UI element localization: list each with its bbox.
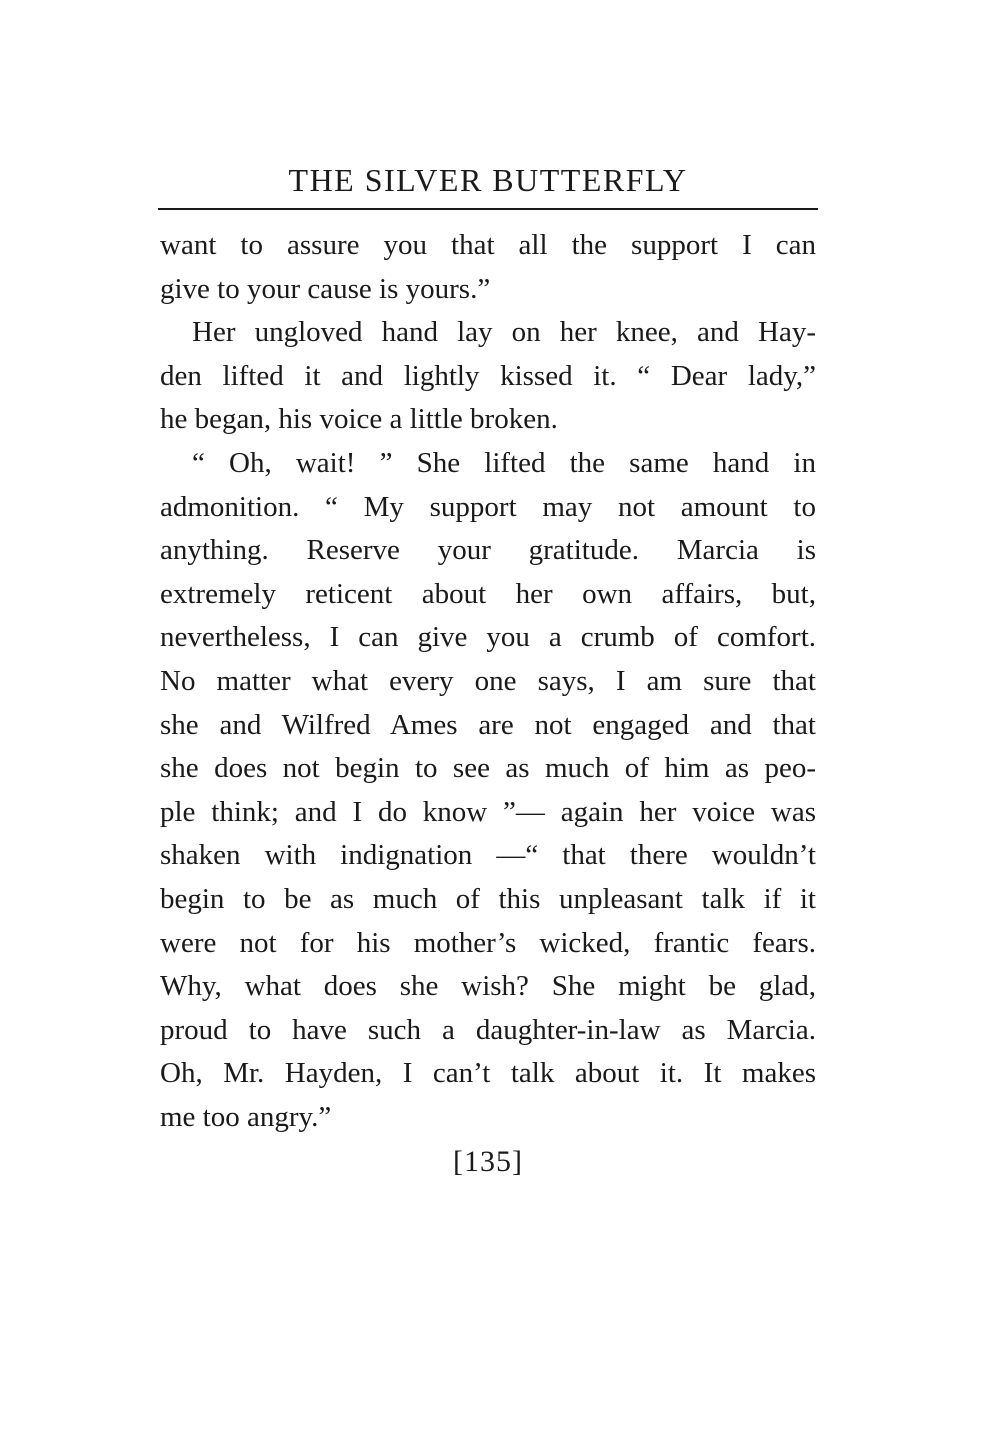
text-line: he began, his voice a little broken.	[160, 403, 558, 436]
text-line: Why, what does she wish? She might be glad,	[160, 970, 816, 1003]
text-line: Her ungloved hand lay on her knee, and Hay-	[192, 316, 816, 349]
page-number: [135]	[453, 1145, 523, 1178]
text-line: were not for his mother’s wicked, frantic fears.	[160, 926, 816, 959]
text-line: proud to have such a daughter-in-law as Marcia.	[160, 1013, 816, 1046]
body-text	[160, 224, 816, 1139]
text-line: she and Wilfred Ames are not engaged and that	[160, 708, 816, 741]
text-line: ple think; and I do know ”— again her voice was	[160, 795, 816, 828]
text-line: anything. Reserve your gratitude. Marcia is	[160, 534, 816, 567]
header-rule	[158, 208, 818, 210]
text-line: admonition. “ My support may not amount to	[160, 490, 816, 523]
text-line: give to your cause is yours.”	[160, 272, 491, 305]
text-line: begin to be as much of this unpleasant talk if it	[160, 882, 816, 915]
text-line: me too angry.”	[160, 1100, 332, 1133]
text-line: No matter what every one says, I am sure that	[160, 664, 816, 697]
running-head: THE SILVER BUTTERFLY	[288, 162, 688, 198]
text-line: den lifted it and lightly kissed it. “ Dear lady,”	[160, 359, 816, 392]
text-line: nevertheless, I can give you a crumb of comfort.	[160, 621, 816, 654]
text-line: extremely reticent about her own affairs, but,	[160, 577, 816, 610]
text-line: “ Oh, wait! ” She lifted the same hand in	[192, 446, 816, 479]
text-line: shaken with indignation —“ that there wouldn’t	[160, 839, 816, 872]
text-line: want to assure you that all the support I can	[160, 229, 816, 261]
text-line: Oh, Mr. Hayden, I can’t talk about it. It makes	[160, 1057, 816, 1090]
text-line: she does not begin to see as much of him as peo-	[160, 752, 816, 785]
